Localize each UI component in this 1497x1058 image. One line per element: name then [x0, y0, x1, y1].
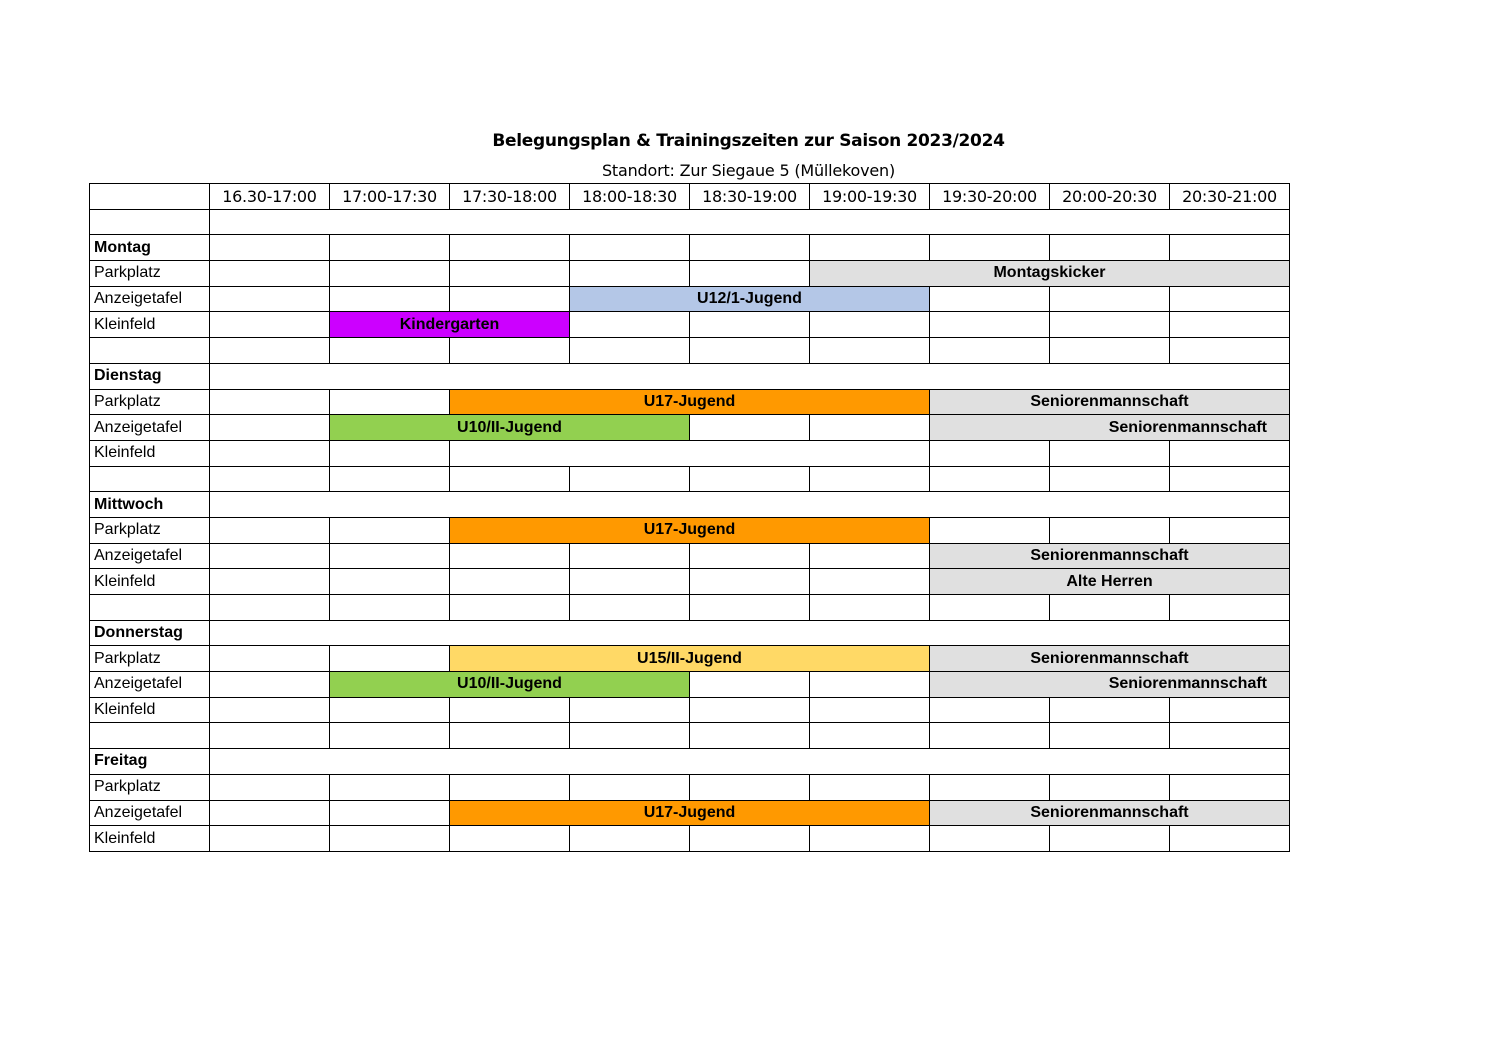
field-row — [90, 389, 1290, 415]
empty-cell — [450, 286, 570, 312]
empty-cell — [210, 800, 330, 826]
empty-cell — [810, 338, 930, 364]
field-row — [90, 569, 1290, 595]
empty-label-cell — [90, 338, 210, 364]
empty-cell — [1050, 517, 1170, 543]
empty-cell — [570, 569, 690, 595]
empty-cell — [810, 672, 930, 698]
day-label: Montag — [90, 235, 210, 261]
empty-cell — [1170, 312, 1290, 338]
empty-cell — [330, 338, 450, 364]
empty-cell — [570, 312, 690, 338]
empty-cell — [1050, 338, 1170, 364]
empty-cell — [570, 338, 690, 364]
field-row — [90, 440, 1290, 466]
field-label: Parkplatz — [90, 389, 210, 415]
spacer-row — [90, 466, 1290, 492]
empty-label-cell — [90, 466, 210, 492]
empty-cell — [210, 646, 330, 672]
empty-cell — [930, 595, 1050, 621]
day-wide-cell — [210, 620, 1290, 646]
field-row — [90, 826, 1290, 852]
field-label: Kleinfeld — [90, 312, 210, 338]
field-label: Parkplatz — [90, 774, 210, 800]
empty-cell — [210, 672, 330, 698]
empty-cell — [210, 774, 330, 800]
time-slot-header: 17:30-18:00 — [450, 184, 570, 210]
booking-block: Alte Herren — [930, 569, 1290, 595]
empty-cell — [810, 774, 930, 800]
empty-cell — [690, 697, 810, 723]
empty-cell — [1170, 440, 1290, 466]
empty-cell — [210, 415, 330, 441]
field-label: Anzeigetafel — [90, 800, 210, 826]
empty-cell — [330, 800, 450, 826]
booking-block: Seniorenmannschaft — [930, 543, 1290, 569]
empty-cell — [810, 826, 930, 852]
empty-cell — [210, 517, 330, 543]
booking-block: U17-Jugend — [450, 800, 930, 826]
empty-cell — [810, 569, 930, 595]
field-row — [90, 415, 1290, 441]
empty-cell — [690, 312, 810, 338]
empty-cell — [690, 466, 810, 492]
empty-wide-cell — [210, 209, 1290, 235]
empty-cell — [330, 235, 450, 261]
empty-cell — [690, 543, 810, 569]
booking-block: Seniorenmannschaft — [930, 646, 1290, 672]
field-row — [90, 672, 1290, 698]
day-row — [90, 620, 1290, 646]
time-slot-header: 19:00-19:30 — [810, 184, 930, 210]
empty-cell — [1050, 774, 1170, 800]
empty-cell — [450, 774, 570, 800]
empty-cell — [690, 723, 810, 749]
empty-cell — [1170, 774, 1290, 800]
field-label: Anzeigetafel — [90, 543, 210, 569]
empty-cell — [570, 723, 690, 749]
booking-block: Kindergarten — [330, 312, 570, 338]
day-wide-cell — [210, 363, 1290, 389]
field-label: Anzeigetafel — [90, 415, 210, 441]
empty-cell — [330, 440, 450, 466]
day-row — [90, 235, 1290, 261]
spacer-row — [90, 723, 1290, 749]
field-row — [90, 697, 1290, 723]
empty-cell — [690, 826, 810, 852]
empty-cell — [330, 723, 450, 749]
field-label: Anzeigetafel — [90, 672, 210, 698]
schedule-table — [89, 183, 1290, 852]
empty-cell — [690, 235, 810, 261]
empty-cell — [210, 286, 330, 312]
day-label: Donnerstag — [90, 620, 210, 646]
empty-cell — [1050, 595, 1170, 621]
field-row — [90, 286, 1290, 312]
day-label: Dienstag — [90, 363, 210, 389]
empty-cell — [210, 235, 330, 261]
page-title: Belegungsplan & Trainingszeiten zur Saison 2023/2024 — [492, 131, 1005, 151]
empty-cell — [450, 697, 570, 723]
field-label: Parkplatz — [90, 517, 210, 543]
empty-cell — [1050, 286, 1170, 312]
empty-cell — [570, 543, 690, 569]
empty-cell — [330, 261, 450, 287]
empty-label-cell — [90, 209, 210, 235]
empty-cell — [1170, 826, 1290, 852]
empty-cell — [570, 466, 690, 492]
field-row — [90, 312, 1290, 338]
empty-cell — [810, 543, 930, 569]
empty-cell — [570, 697, 690, 723]
empty-cell — [930, 338, 1050, 364]
empty-cell — [930, 466, 1050, 492]
empty-cell — [1050, 235, 1170, 261]
empty-cell — [330, 826, 450, 852]
booking-block: Seniorenmannschaft — [930, 800, 1290, 826]
empty-cell — [930, 440, 1050, 466]
field-label: Parkplatz — [90, 646, 210, 672]
empty-cell — [1170, 286, 1290, 312]
empty-cell — [210, 338, 330, 364]
empty-cell — [450, 338, 570, 364]
empty-cell — [450, 569, 570, 595]
empty-cell — [450, 466, 570, 492]
empty-cell — [810, 723, 930, 749]
empty-cell — [210, 466, 330, 492]
empty-cell — [450, 235, 570, 261]
empty-cell — [1050, 697, 1170, 723]
empty-cell — [1170, 723, 1290, 749]
empty-cell — [930, 286, 1050, 312]
empty-cell — [690, 774, 810, 800]
booking-block: U15/II-Jugend — [450, 646, 930, 672]
empty-label-cell — [90, 595, 210, 621]
empty-cell — [450, 595, 570, 621]
empty-cell — [210, 697, 330, 723]
field-row — [90, 261, 1290, 287]
field-row — [90, 517, 1290, 543]
empty-cell — [930, 826, 1050, 852]
empty-cell — [210, 569, 330, 595]
empty-cell — [570, 595, 690, 621]
empty-cell — [570, 261, 690, 287]
header-row — [90, 184, 1290, 210]
empty-cell — [450, 723, 570, 749]
spacer-row — [90, 338, 1290, 364]
booking-block: Seniorenmannschaft — [930, 389, 1290, 415]
empty-cell — [690, 569, 810, 595]
empty-cell — [210, 440, 330, 466]
booking-block: Montagskicker — [810, 261, 1290, 287]
booking-block: U12/1-Jugend — [570, 286, 930, 312]
empty-cell — [1050, 440, 1170, 466]
empty-cell — [570, 774, 690, 800]
empty-cell — [1170, 466, 1290, 492]
empty-cell — [330, 774, 450, 800]
empty-cell — [690, 415, 810, 441]
empty-cell — [930, 235, 1050, 261]
empty-cell — [690, 672, 810, 698]
time-slot-header: 20:00-20:30 — [1050, 184, 1170, 210]
empty-cell — [690, 261, 810, 287]
empty-cell — [1170, 595, 1290, 621]
booking-block: Seniorenmannschaft — [930, 415, 1290, 441]
empty-cell — [210, 543, 330, 569]
empty-cell — [330, 595, 450, 621]
day-row — [90, 749, 1290, 775]
empty-label-cell — [90, 723, 210, 749]
field-label: Kleinfeld — [90, 440, 210, 466]
booking-block: U10/II-Jugend — [330, 672, 690, 698]
field-label: Parkplatz — [90, 261, 210, 287]
empty-cell — [330, 697, 450, 723]
field-row — [90, 646, 1290, 672]
field-label: Kleinfeld — [90, 697, 210, 723]
booking-block — [450, 440, 930, 466]
day-label: Mittwoch — [90, 492, 210, 518]
empty-cell — [210, 595, 330, 621]
empty-cell — [330, 569, 450, 595]
empty-cell — [1170, 338, 1290, 364]
empty-cell — [930, 774, 1050, 800]
empty-cell — [1050, 826, 1170, 852]
empty-cell — [810, 235, 930, 261]
corner-cell — [90, 184, 210, 210]
empty-cell — [570, 826, 690, 852]
empty-cell — [210, 723, 330, 749]
empty-cell — [930, 517, 1050, 543]
time-slot-header: 18:30-19:00 — [690, 184, 810, 210]
empty-cell — [450, 543, 570, 569]
field-label: Kleinfeld — [90, 569, 210, 595]
empty-cell — [930, 312, 1050, 338]
location-subtitle: Standort: Zur Siegaue 5 (Müllekoven) — [601, 161, 896, 180]
empty-cell — [1050, 723, 1170, 749]
blank-row — [90, 209, 1290, 235]
empty-cell — [330, 646, 450, 672]
empty-cell — [210, 826, 330, 852]
empty-cell — [1050, 466, 1170, 492]
empty-cell — [810, 415, 930, 441]
empty-cell — [1050, 312, 1170, 338]
empty-cell — [810, 466, 930, 492]
time-slot-header: 20:30-21:00 — [1170, 184, 1290, 210]
time-slot-header: 17:00-17:30 — [330, 184, 450, 210]
empty-cell — [930, 723, 1050, 749]
empty-cell — [450, 826, 570, 852]
booking-block: U10/II-Jugend — [330, 415, 690, 441]
empty-cell — [330, 543, 450, 569]
empty-cell — [330, 517, 450, 543]
empty-cell — [810, 312, 930, 338]
empty-cell — [1170, 697, 1290, 723]
day-row — [90, 363, 1290, 389]
empty-cell — [690, 595, 810, 621]
empty-cell — [210, 261, 330, 287]
empty-cell — [450, 261, 570, 287]
field-row — [90, 800, 1290, 826]
booking-block: U17-Jugend — [450, 517, 930, 543]
time-slot-header: 16.30-17:00 — [210, 184, 330, 210]
day-row — [90, 492, 1290, 518]
empty-cell — [690, 338, 810, 364]
spacer-row — [90, 595, 1290, 621]
time-slot-header: 19:30-20:00 — [930, 184, 1050, 210]
empty-cell — [330, 466, 450, 492]
day-label: Freitag — [90, 749, 210, 775]
empty-cell — [810, 697, 930, 723]
field-label: Kleinfeld — [90, 826, 210, 852]
empty-cell — [570, 235, 690, 261]
booking-block: U17-Jugend — [450, 389, 930, 415]
field-label: Anzeigetafel — [90, 286, 210, 312]
empty-cell — [810, 595, 930, 621]
empty-cell — [210, 389, 330, 415]
empty-cell — [930, 697, 1050, 723]
empty-cell — [330, 389, 450, 415]
field-row — [90, 774, 1290, 800]
field-row — [90, 543, 1290, 569]
empty-cell — [210, 312, 330, 338]
day-wide-cell — [210, 749, 1290, 775]
empty-cell — [1170, 235, 1290, 261]
day-wide-cell — [210, 492, 1290, 518]
empty-cell — [1170, 517, 1290, 543]
booking-block: Seniorenmannschaft — [930, 672, 1290, 698]
empty-cell — [330, 286, 450, 312]
time-slot-header: 18:00-18:30 — [570, 184, 690, 210]
